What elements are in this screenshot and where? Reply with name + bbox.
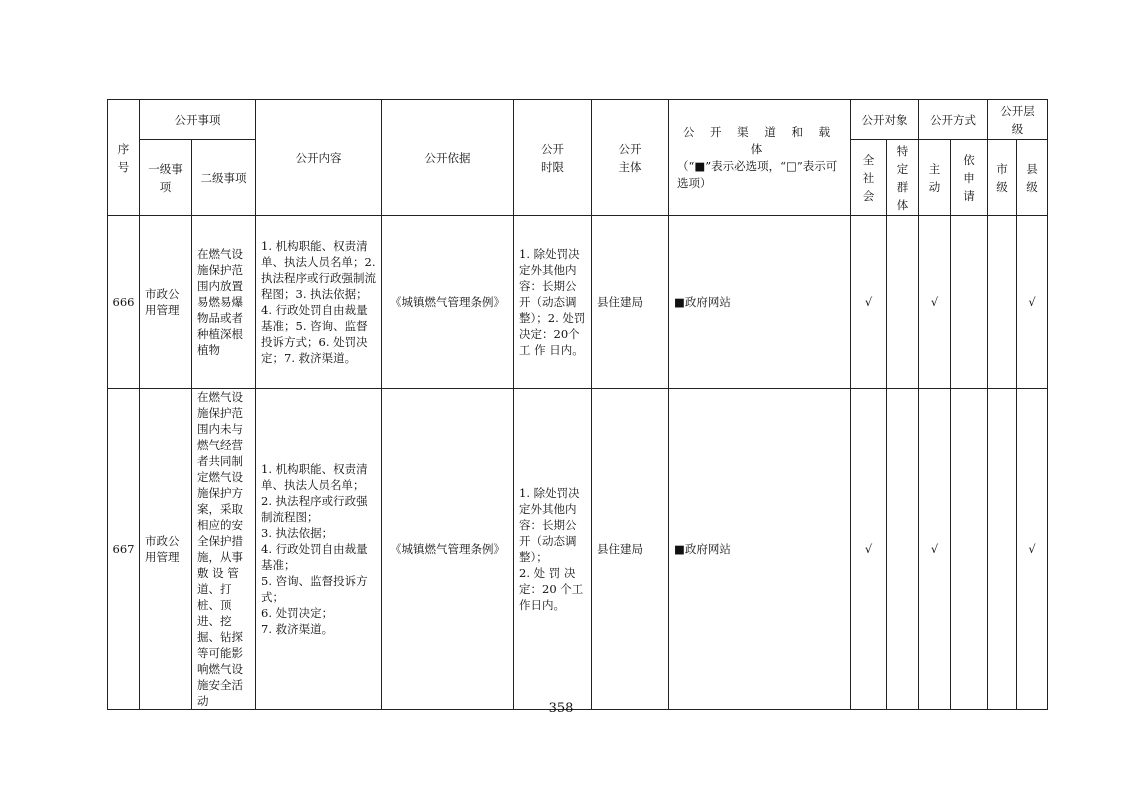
header-method-active: 主 动 xyxy=(919,140,951,216)
row-channel: ■政府网站 xyxy=(669,389,851,710)
header-row-1 xyxy=(108,100,1048,140)
row-content: 1. 机构职能、权责清单、执法人员名单；2. 执法程序或行政强制流程图；3. 执法依据；4. 行政处罚自由裁量基准；5. 咨询、监督投诉方式；6. 处罚决定；7. 救济渠道。 xyxy=(256,216,382,389)
header-seq: 序 号 xyxy=(108,100,140,216)
row-level1: 市政公 用管理 xyxy=(140,216,192,389)
header-level-city: 市 级 xyxy=(988,140,1017,216)
header-target-specific: 特 定 群 体 xyxy=(887,140,919,216)
row-target-all: √ xyxy=(851,216,887,389)
row-level-county: √ xyxy=(1017,216,1048,389)
row-time-limit: 1. 除处罚决定外其他内容：长期公开（动态调整）；2. 处罚决定：20个 工 作 日内。 xyxy=(514,216,592,389)
row-time-limit: 1. 除处罚决定外其他内容：长期公开（动态调整）； 2. 处 罚 决定：20 个工作日内。 xyxy=(514,389,592,710)
row-content: 1. 机构职能、权责清单、执法人员名单； 2. 执法程序或行政强制流程图； 3. 执法依据； 4. 行政处罚自由裁量基准； 5. 咨询、监督投诉方式； 6. 处罚决定； 7. 救济渠道。 xyxy=(256,389,382,710)
row-method-active: √ xyxy=(919,216,951,389)
row-level-county: √ xyxy=(1017,389,1048,710)
header-channel-note: （“■”表示必选项，“□”表示可选项） xyxy=(677,158,838,190)
header-method-group: 公开方式 xyxy=(919,100,988,140)
header-item-group: 公开事项 xyxy=(140,100,256,140)
header-basis: 公开依据 xyxy=(382,100,514,216)
header-level-group: 公开层 级 xyxy=(988,100,1048,140)
header-method-request: 依 申 请 xyxy=(951,140,988,216)
table-row xyxy=(108,216,1048,389)
header-level2: 二级事项 xyxy=(192,140,256,216)
row-basis: 《城镇燃气管理条例》 xyxy=(382,216,514,389)
row-target-specific xyxy=(887,389,919,710)
row-target-all: √ xyxy=(851,389,887,710)
row-level-city xyxy=(988,389,1017,710)
row-level2: 在燃气设施保护范围内未与燃气经营者共同制定燃气设施保护方案，采取相应的安全保护措施，从事敷 设 管道、打桩、顶进、挖掘、钻探等可能影响燃气设施安全活动 xyxy=(192,389,256,710)
header-time-limit: 公开 时限 xyxy=(514,100,592,216)
row-method-active: √ xyxy=(919,389,951,710)
row-method-request xyxy=(951,389,988,710)
row-subject: 县住建局 xyxy=(592,389,669,710)
row-basis: 《城镇燃气管理条例》 xyxy=(382,389,514,710)
header-subject: 公开 主体 xyxy=(592,100,669,216)
row-seq: 667 xyxy=(108,389,140,710)
row-level1: 市政公 用管理 xyxy=(140,389,192,710)
header-content: 公开内容 xyxy=(256,100,382,216)
row-subject: 县住建局 xyxy=(592,216,669,389)
header-level1: 一级事 项 xyxy=(140,140,192,216)
header-level-county: 县 级 xyxy=(1017,140,1048,216)
header-channel xyxy=(669,100,851,216)
header-channel-title: 公 开 渠 道 和 载 体 xyxy=(682,124,837,156)
row-channel: ■政府网站 xyxy=(669,216,851,389)
disclosure-table xyxy=(107,99,1048,710)
row-method-request xyxy=(951,216,988,389)
row-level-city xyxy=(988,216,1017,389)
table-row xyxy=(108,389,1048,710)
page-number: 358 xyxy=(548,701,574,716)
row-level2: 在燃气设施保护范围内放置易燃易爆物品或者种植深根植物 xyxy=(192,216,256,389)
row-target-specific xyxy=(887,216,919,389)
header-target-group: 公开对象 xyxy=(851,100,919,140)
row-seq: 666 xyxy=(108,216,140,389)
header-target-all: 全 社 会 xyxy=(851,140,887,216)
